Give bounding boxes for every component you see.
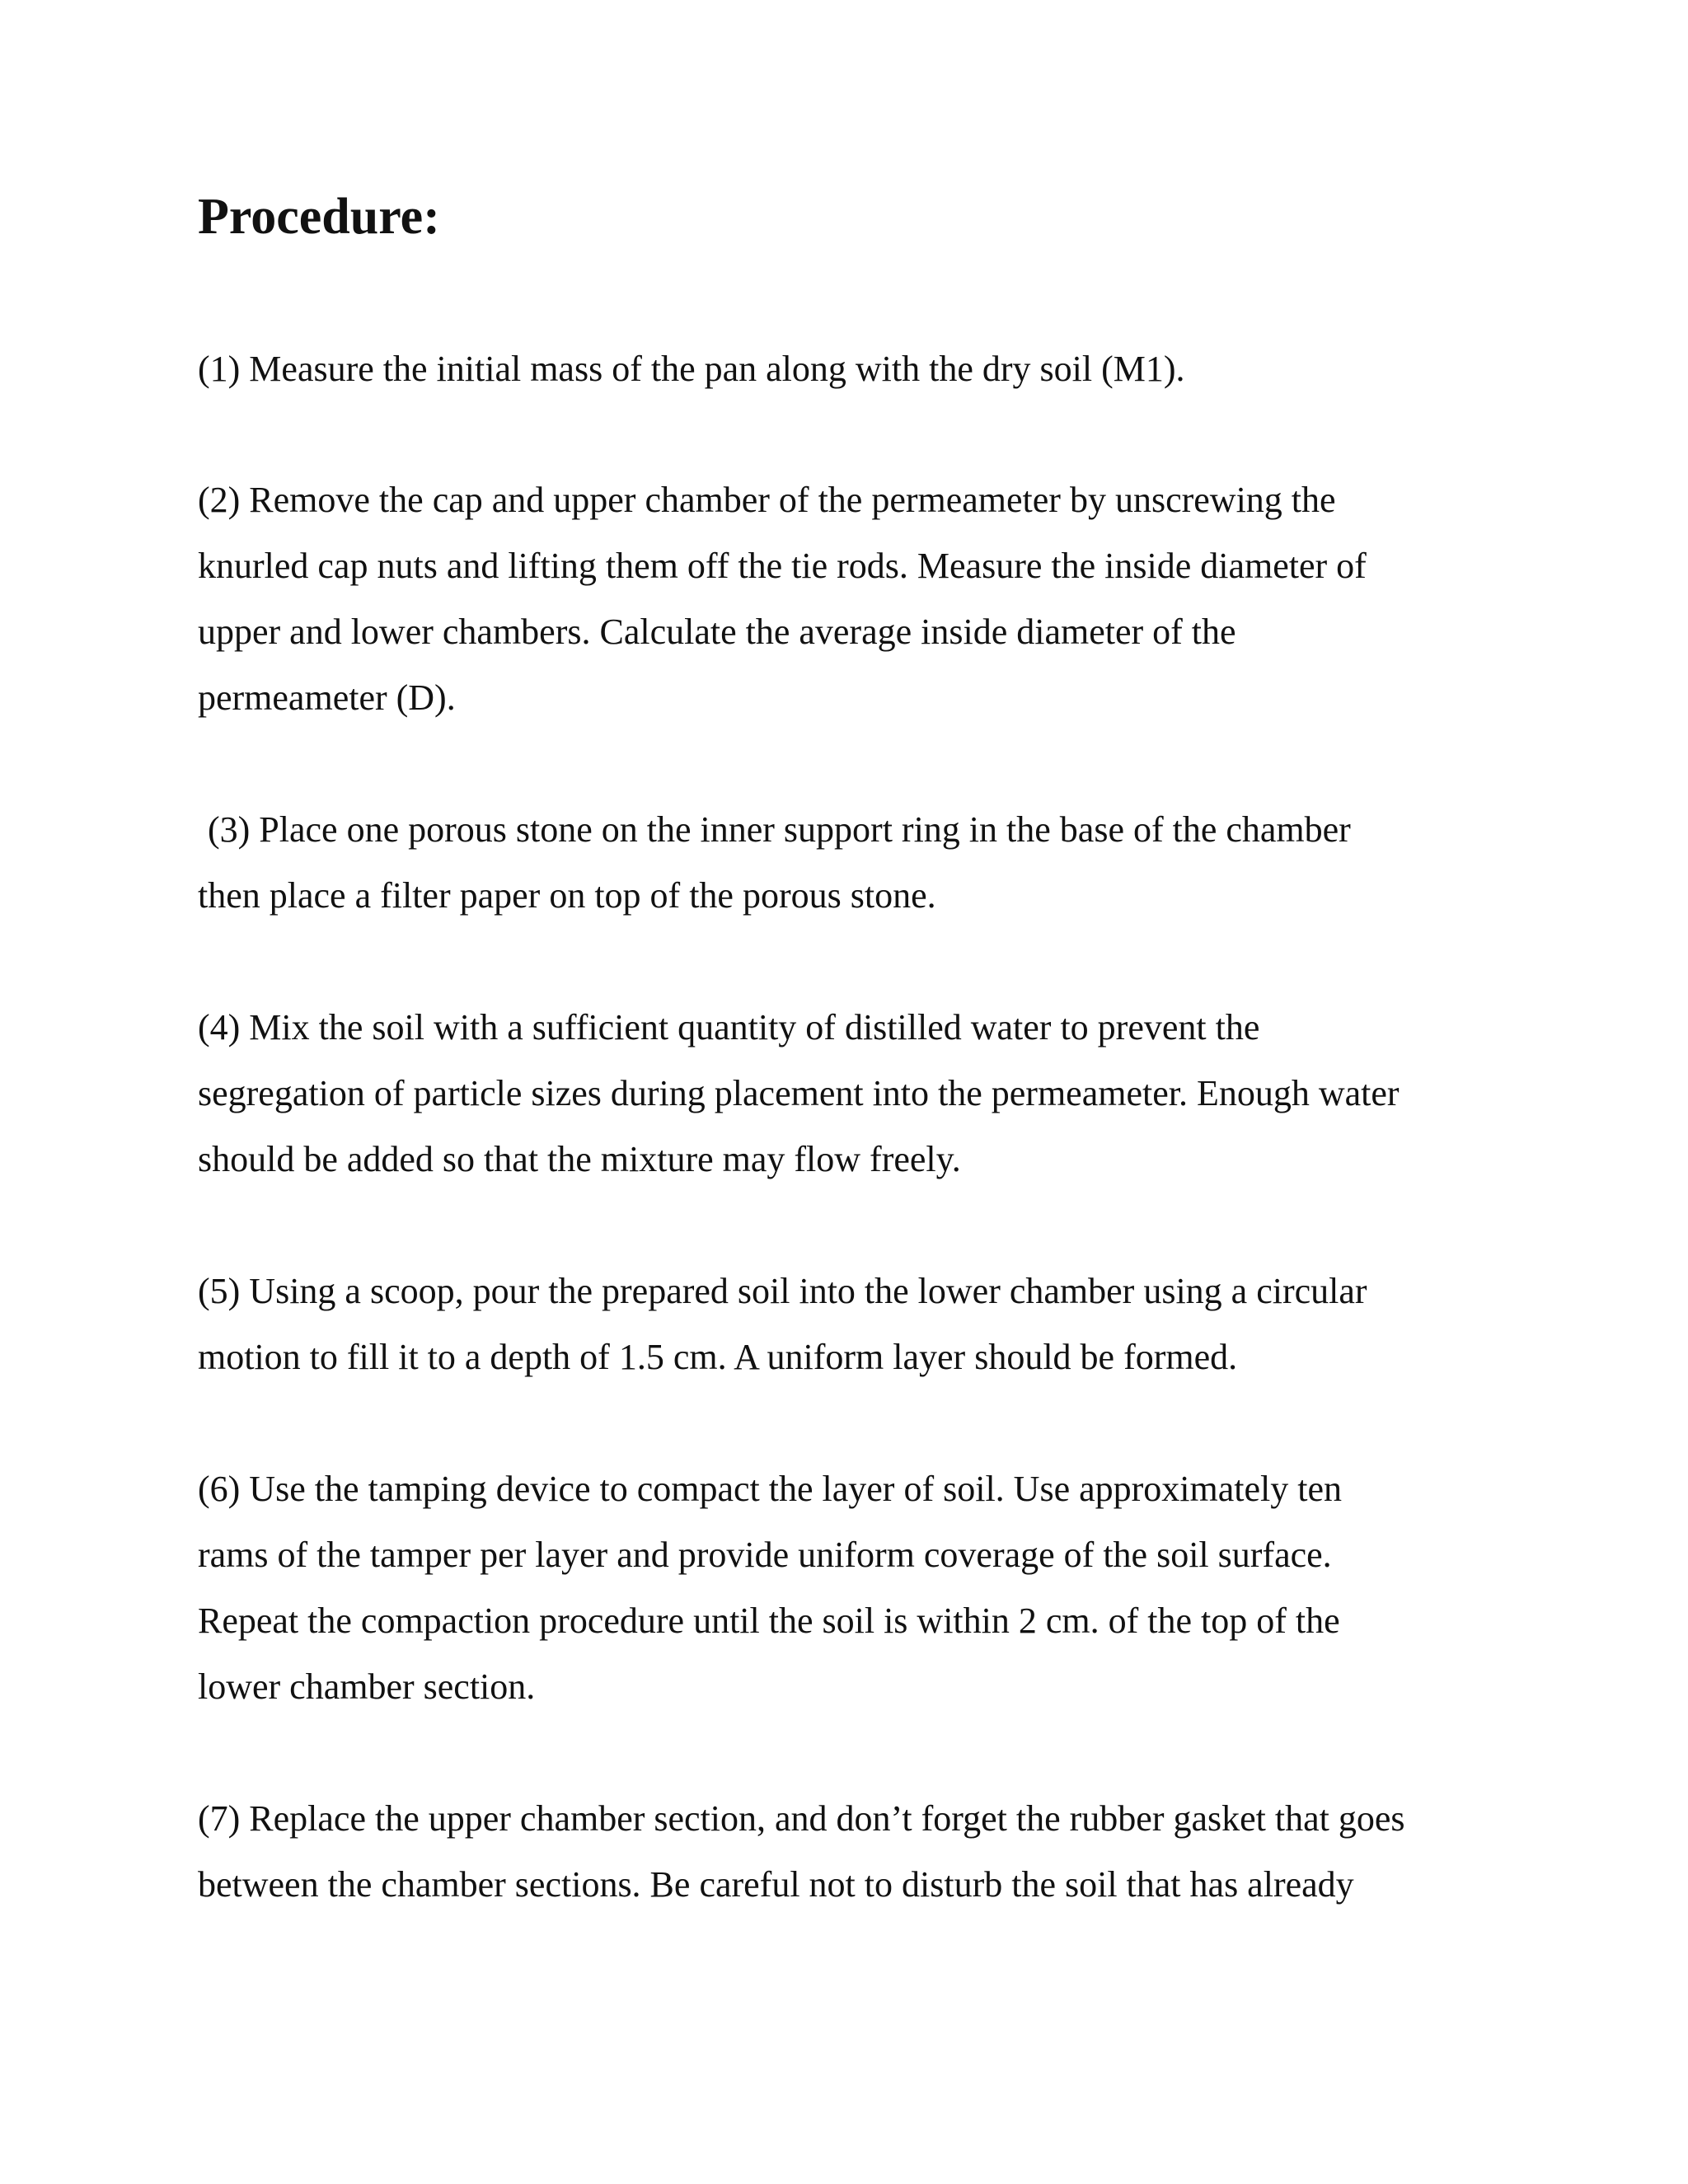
step-6-line-4: lower chamber section.: [198, 1666, 536, 1707]
step-3-line-2: then place a filter paper on top of the porous stone.: [198, 875, 936, 916]
step-5-line-1: (5) Using a scoop, pour the prepared soil into the lower chamber using a circular: [198, 1271, 1367, 1311]
step-6-line-3: Repeat the compaction procedure until the soil is within 2 cm. of the top of the: [198, 1601, 1340, 1641]
step-2-line-4: permeameter (D).: [198, 677, 456, 718]
step-7-line-1: (7) Replace the upper chamber section, and don’t forget the rubber gasket that goes: [198, 1798, 1405, 1839]
step-4-line-2: segregation of particle sizes during placement into the permeameter. Enough water: [198, 1073, 1400, 1113]
step-1-line-1: (1) Measure the initial mass of the pan along with the dry soil (M1).: [198, 349, 1185, 389]
step-4-line-3: should be added so that the mixture may flow freely.: [198, 1139, 961, 1179]
step-6-line-1: (6) Use the tamping device to compact the layer of soil. Use approximately ten: [198, 1469, 1342, 1509]
step-5-line-2: motion to fill it to a depth of 1.5 cm. A uniform layer should be formed.: [198, 1337, 1238, 1377]
step-4-line-1: (4) Mix the soil with a sufficient quantity of distilled water to prevent the: [198, 1007, 1260, 1047]
step-2-line-2: knurled cap nuts and lifting them off the tie rods. Measure the inside diameter of: [198, 546, 1367, 586]
step-2-line-3: upper and lower chambers. Calculate the average inside diameter of the: [198, 612, 1236, 652]
step-2-line-1: (2) Remove the cap and upper chamber of the permeameter by unscrewing the: [198, 480, 1336, 520]
step-7-line-2: between the chamber sections. Be careful not to disturb the soil that has already: [198, 1864, 1354, 1905]
page-title: Procedure:: [198, 189, 440, 245]
step-6-line-2: rams of the tamper per layer and provide uniform coverage of the soil surface.: [198, 1535, 1332, 1575]
step-3-line-1: (3) Place one porous stone on the inner support ring in the base of the chamber: [208, 809, 1351, 850]
